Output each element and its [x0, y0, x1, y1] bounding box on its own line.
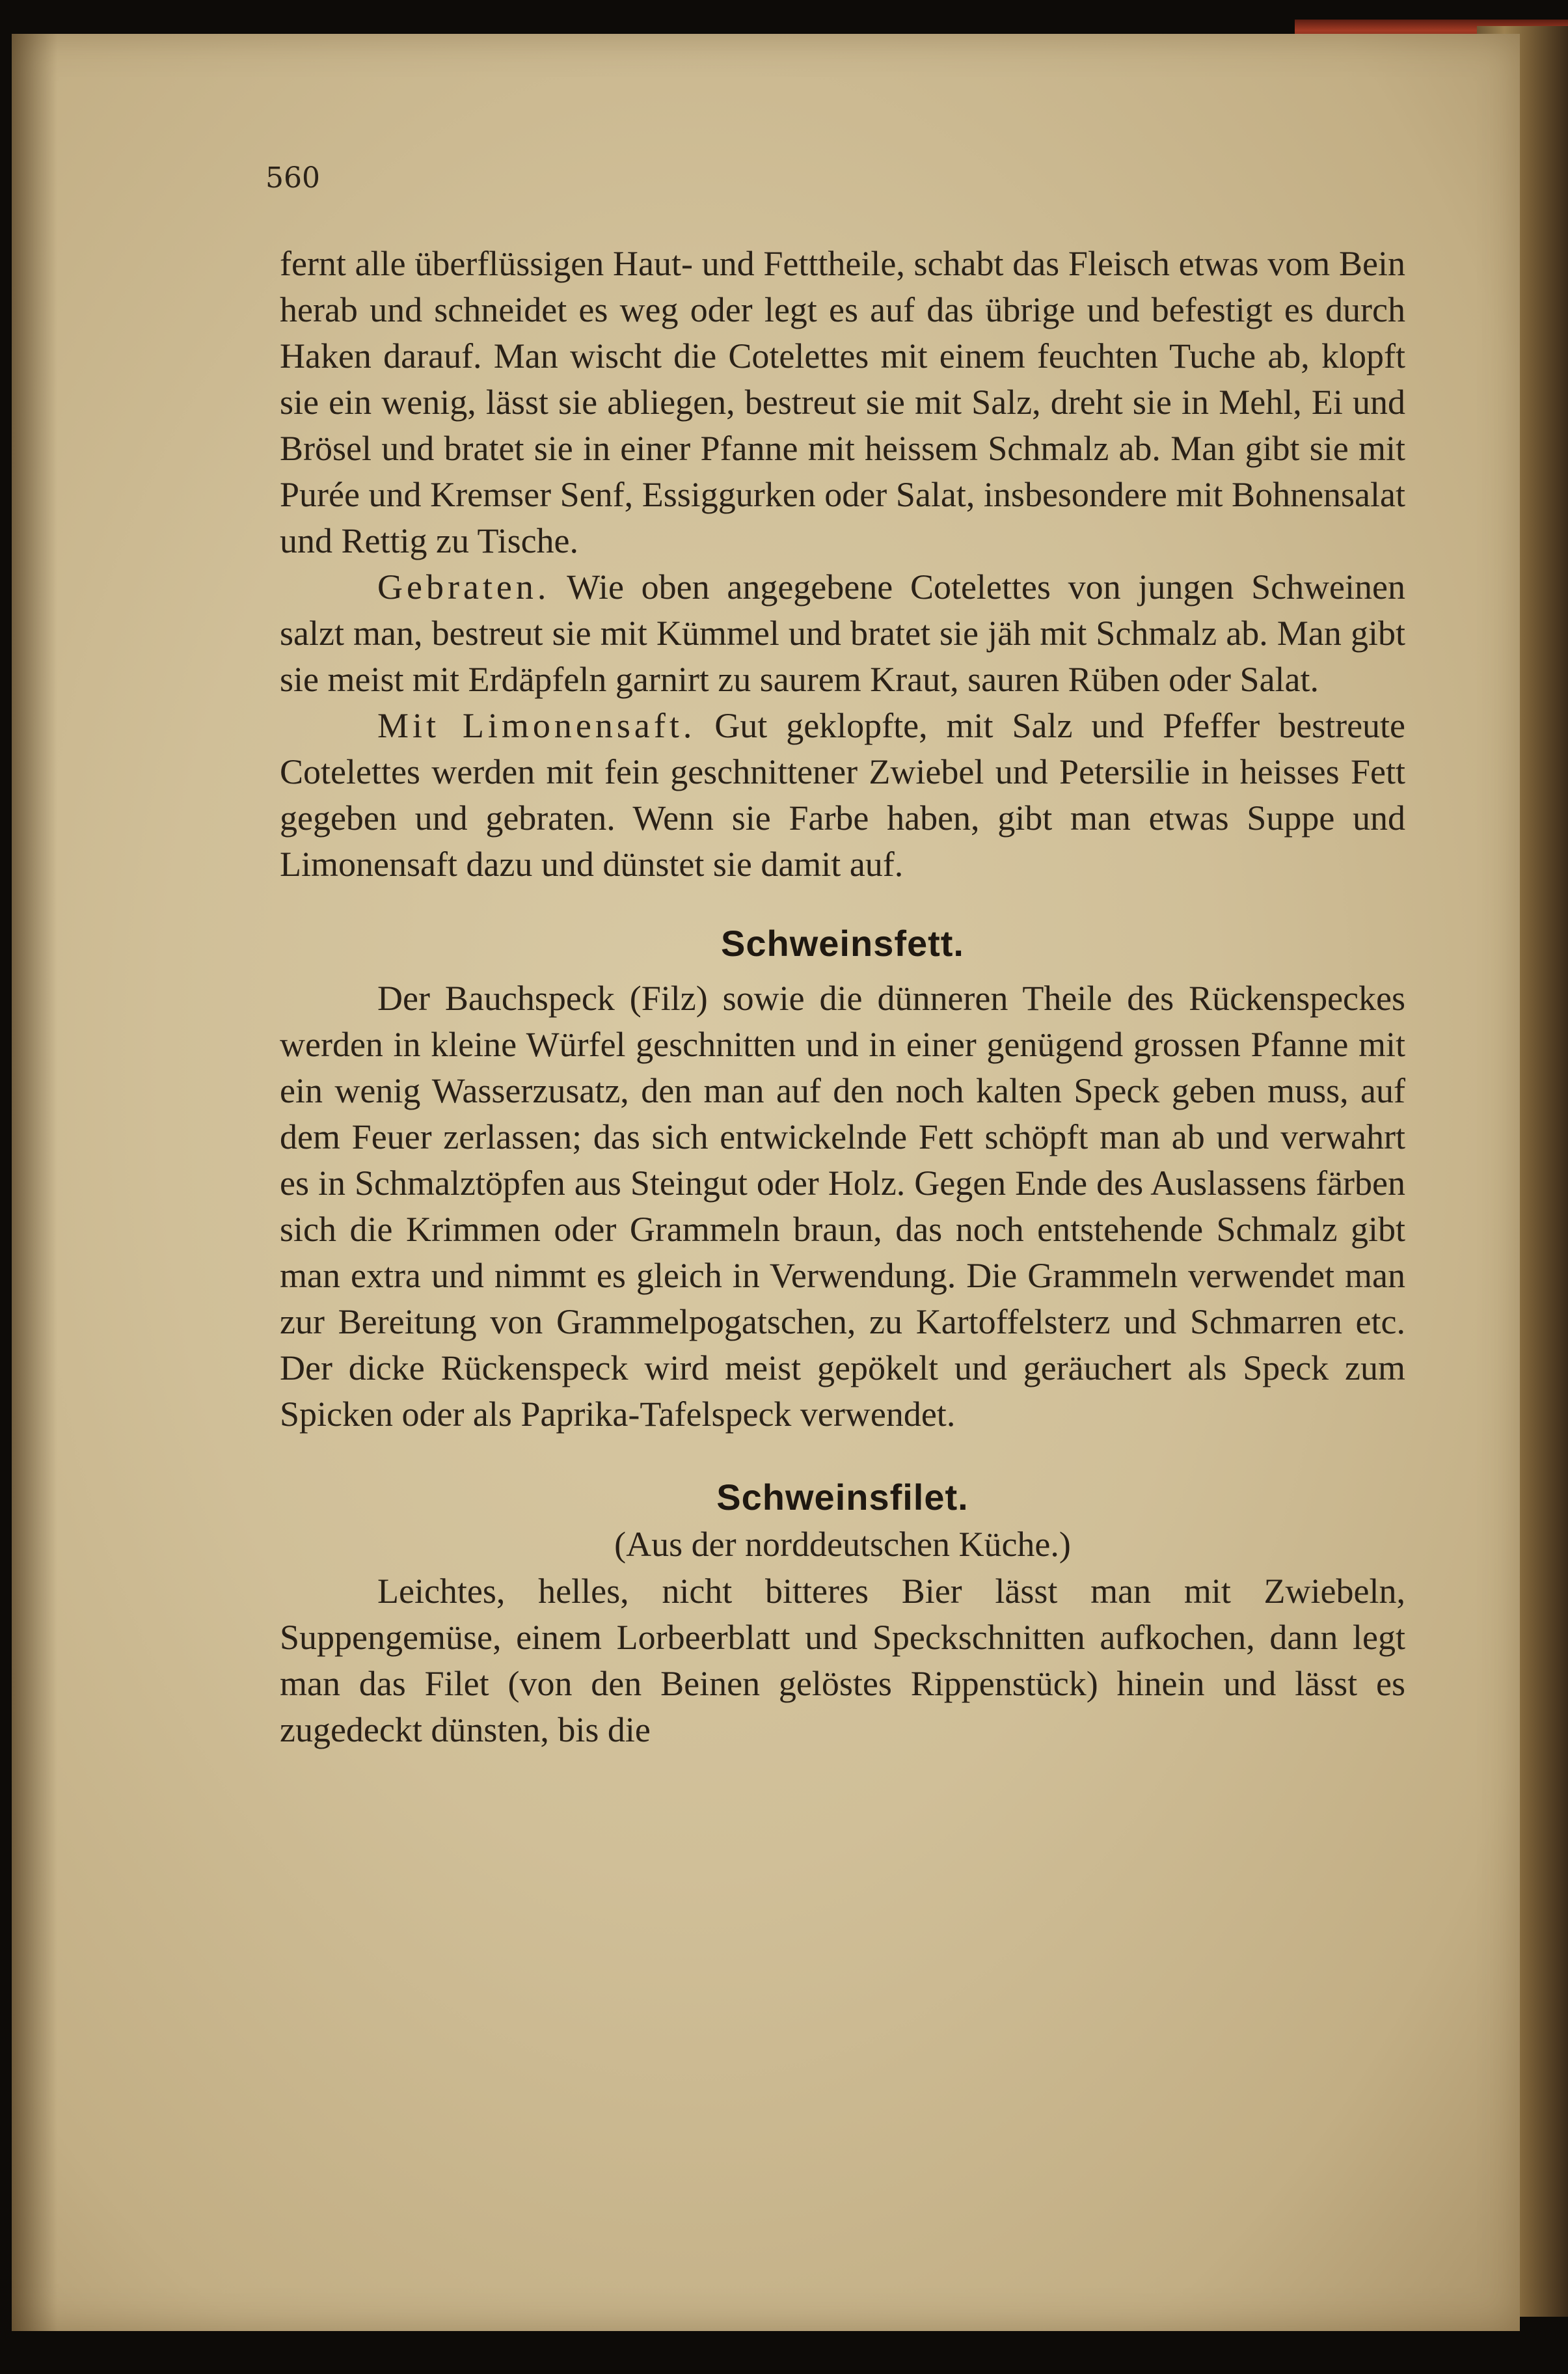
gebraten-text: Wie oben angegebene Cotelettes von jungen Schweinen salzt man, bestreut sie mit Kümmel und bratet sie jäh mit Schmalz ab. Man gibt sie meist mit Erdäpfeln garnirt zu saurem Kraut, sauren Rüben oder Salat. [280, 567, 1405, 699]
schweinsfett-paragraph: Der Bauchspeck (Filz) sowie die dünneren Theile des Rückenspeckes werden in kleine Würfel geschnitten und in einer genügend grossen Pfanne mit ein wenig Wasserzusatz, den man auf den noch kalten Speck geben muss, auf dem Feuer zerlassen; das sich entwickelnde Fett schöpft man ab und verwahrt es in Schmalztöpfen aus Steingut oder Holz. Gegen Ende des Auslassens färben sich die Krimmen oder Grammeln braun, das noch entstehende Schmalz gibt man extra und nimmt es gleich in Verwendung. Die Grammeln verwendet man zur Bereitung von Grammelpogatschen, zu Kartoffelsterz und Schmarren etc. Der dicke Rückenspeck wird meist gepökelt und geräuchert als Speck zum Spicken oder als Paprika-Tafelspeck verwendet. [280, 979, 1405, 1434]
limonensaft-text: Gut geklopfte, mit Salz und Pfeffer bestreute Cotelettes werden mit fein geschnittener Zwiebel und Petersilie in heisses Fett gegeben und gebraten. Wenn sie Farbe haben, gibt man etwas Suppe und Limonensaft dazu und dünstet sie damit auf. [280, 706, 1406, 884]
schweinsfett-heading: Schweinsfett. [721, 923, 964, 964]
limonensaft-paragraph [280, 703, 1405, 888]
page-number: 560 [265, 161, 320, 195]
schweinsfilet-heading: Schweinsfilet. [716, 1477, 969, 1518]
schweinsfilet-paragraph: Leichtes, helles, nicht bitteres Bier lässt man mit Zwiebeln, Suppengemüse, einem Lorbeerblatt und Speckschnitten aufkochen, dann legt man das Filet (von den Beinen gelöstes Rippenstück) hinein und lässt es zugedeckt dünsten, bis die [280, 1572, 1405, 1749]
schweinsfilet-subheading: (Aus der norddeutschen Küche.) [614, 1525, 1071, 1564]
gebraten-paragraph [280, 564, 1405, 703]
intro-paragraph: fernt alle überflüssigen Haut- und Fetttheile, schabt das Fleisch etwas vom Bein herab und schneidet es weg oder legt es auf das übrige und befestigt es durch Haken darauf. Man wischt die Cotelettes mit einem feuchten Tuche ab, klopft sie ein wenig, lässt sie abliegen, bestreut sie mit Salz, dreht sie in Mehl, Ei und Brösel und bratet sie in einer Pfanne mit heissem Schmalz ab. Man gibt sie mit Purée und Kremser Senf, Essiggurken oder Salat, insbesondere mit Bohnensalat und Rettig zu Tische. [280, 244, 1405, 560]
limonensaft-label: Mit Limonensaft. [377, 706, 696, 745]
gutter-shadow [12, 34, 57, 2331]
gebraten-label: Gebraten. [377, 567, 550, 607]
text-column [280, 241, 1405, 1753]
